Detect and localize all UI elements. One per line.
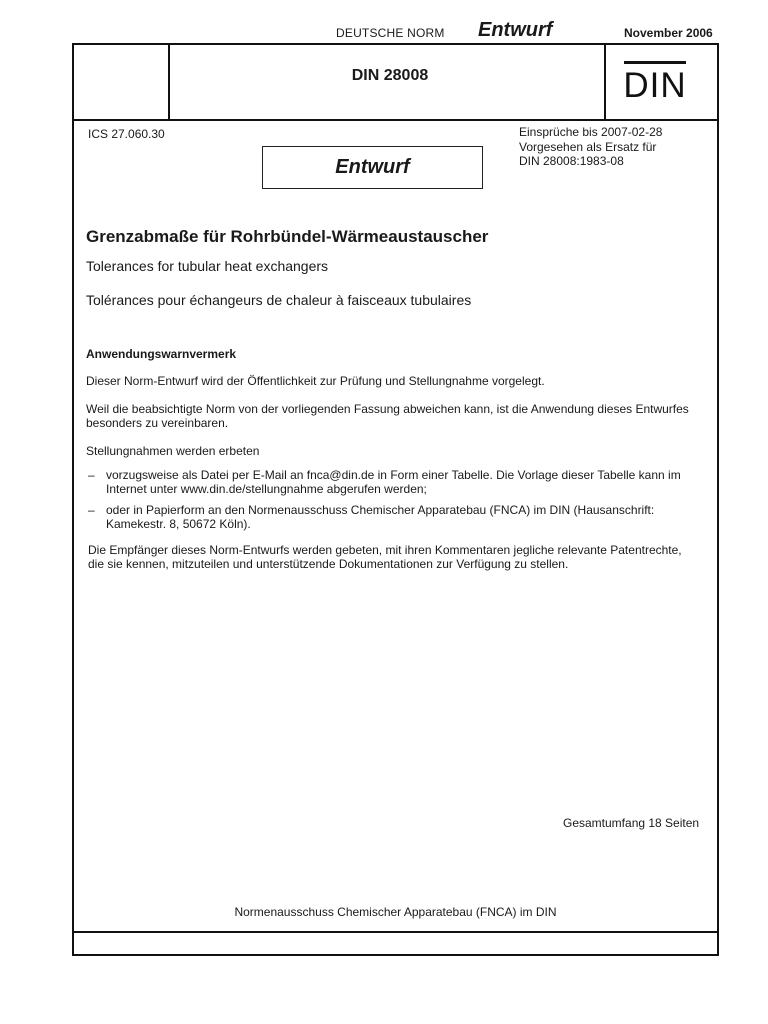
einsprueche-date: Einsprüche bis 2007-02-28 <box>519 125 663 139</box>
total-pages: Gesamtumfang 18 Seiten <box>563 816 700 830</box>
warning-heading: Anwendungswarnvermerk <box>86 347 237 361</box>
replacement-info <box>519 125 662 169</box>
din-logo <box>618 58 698 104</box>
titleblock-bottom-rule <box>74 119 717 121</box>
draft-stamp-box: Entwurf <box>262 146 483 189</box>
title-english: Tolerances for tubular heat exchangers <box>86 258 329 274</box>
warning-paragraph-2: Weil die beabsichtigte Norm von der vorliegenden Fassung abweichen kann, ist die Anwendung dieses Entwurfes besonders zu vereinbaren. <box>86 402 689 430</box>
patent-notice: Die Empfänger dieses Norm-Entwurfs werden gebeten, mit ihren Kommentaren jegliche relevante Patentrechte, die sie kennen, mitzuteilen und unterstützende Dokumentationen zur Verfügung zu stellen. <box>88 543 682 571</box>
vorgesehen-label: Vorgesehen als Ersatz für <box>519 139 657 154</box>
title-german: Grenzabmaße für Rohrbündel-Wärmeaustauscher <box>86 227 489 246</box>
ics-code: ICS 27.060.30 <box>88 127 165 141</box>
footer-committee: Normenausschuss Chemischer Apparatebau (FNCA) im DIN <box>234 905 557 919</box>
warning-paragraph-1: Dieser Norm-Entwurf wird der Öffentlichkeit zur Prüfung und Stellungnahme vorgelegt. <box>86 374 545 388</box>
list-item-text: vorzugsweise als Datei per E-Mail an fnca@din.de in Form einer Tabelle. Die Vorlage dieser Tabelle kann im Internet unter www.din.de/stellungnahme abgerufen werden; <box>106 468 681 496</box>
header-norm-label: DEUTSCHE NORM <box>336 26 445 40</box>
header-date: November 2006 <box>624 26 713 40</box>
din-number: DIN 28008 <box>351 67 429 84</box>
bullet-dash: – <box>88 468 95 482</box>
header-status: Entwurf <box>478 19 553 41</box>
footer-rule <box>74 931 717 933</box>
title-french: Tolérances pour échangeurs de chaleur à faisceaux tubulaires <box>86 292 472 308</box>
warning-paragraph-3: Stellungnahmen werden erbeten <box>86 444 260 458</box>
din-logo-text: DIN <box>623 66 687 104</box>
list-item-text: oder in Papierform an den Normenausschuss Chemischer Apparatebau (FNCA) im DIN (Hausanschrift: Kamekestr. 8, 50672 Köln). <box>106 503 655 531</box>
bullet-dash: – <box>88 503 95 517</box>
replaced-standard: DIN 28008:1983-08 <box>519 154 624 168</box>
